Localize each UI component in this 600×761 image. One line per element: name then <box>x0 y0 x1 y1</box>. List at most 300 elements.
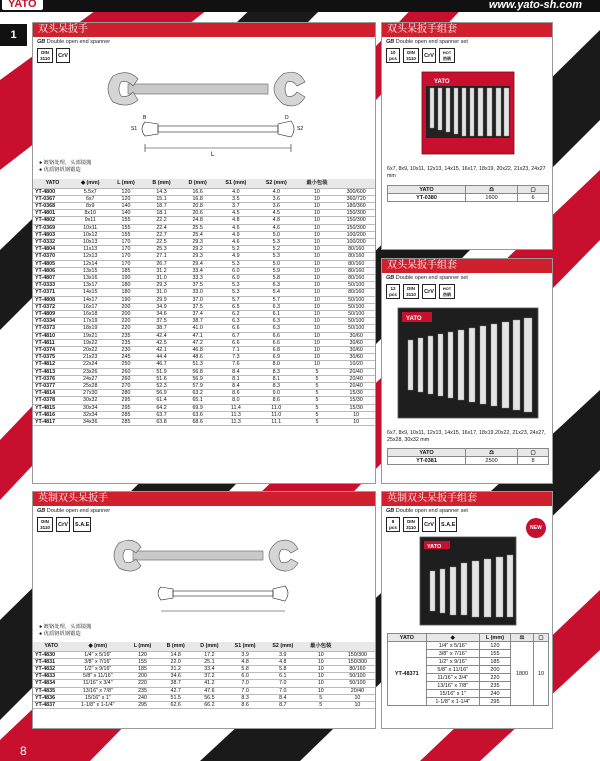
table-cell: 30x32 <box>72 397 109 404</box>
table-cell: 4.5 <box>256 210 296 217</box>
table-row <box>33 318 375 325</box>
dimension-drawing <box>142 121 294 152</box>
table-cell: 51.9 <box>143 368 179 375</box>
table-cell: 5.5x7 <box>72 188 109 195</box>
table-cell: 280 <box>108 390 143 397</box>
table-cell: 6.6 <box>216 339 256 346</box>
table-cell: 200 <box>479 666 510 674</box>
pouch-brand: YATO <box>406 316 422 322</box>
table-cell: 1/2" x 9/16" <box>426 658 479 666</box>
pack-value: 10 <box>534 642 549 706</box>
table-cell: 8.7 <box>264 701 302 708</box>
table-cell: YT-4810 <box>33 332 72 339</box>
table-cell: 6x7 <box>72 195 109 202</box>
table-cell: 15/30 <box>337 404 375 411</box>
weight-value: 1600 <box>465 194 517 202</box>
table-cell: YT-0369 <box>33 224 72 231</box>
table-cell: 250 <box>108 361 143 368</box>
panel-subtitle <box>33 506 375 516</box>
set-table <box>387 448 549 465</box>
table-cell: 6.2 <box>216 310 256 317</box>
crv-badge: CrV <box>56 48 70 63</box>
table-cell: 31.0 <box>143 274 179 281</box>
table-cell: 18x19 <box>72 325 109 332</box>
table-cell: YT-4808 <box>33 296 72 303</box>
table-cell: 23x26 <box>72 368 109 375</box>
table-cell: 3.5 <box>216 195 256 202</box>
table-row <box>33 325 375 332</box>
table-cell: 10 <box>296 231 337 238</box>
sae-badge: S.A.E <box>73 517 91 532</box>
table-cell: 5.2 <box>256 246 296 253</box>
table-cell: 6.0 <box>216 274 256 281</box>
table-cell: 33.0 <box>180 289 216 296</box>
table-cell: 260 <box>108 375 143 382</box>
pcs-badge: 10 pcs <box>386 48 400 63</box>
table-cell: 5.3 <box>216 282 256 289</box>
table-cell: 10 <box>296 346 337 353</box>
table-cell: 155 <box>126 658 159 665</box>
table-cell: 63.6 <box>180 411 216 418</box>
table-cell: 29.3 <box>143 282 179 289</box>
table-cell: 46.8 <box>180 346 216 353</box>
table-cell: YT-4811 <box>33 339 72 346</box>
table-cell: YT-4800 <box>33 188 72 195</box>
table-cell: 31.2 <box>143 267 179 274</box>
table-cell: 47.6 <box>193 687 227 694</box>
crv-badge: CrV <box>422 48 436 63</box>
table-cell: 20x22 <box>72 346 109 353</box>
table-cell: 30x34 <box>72 404 109 411</box>
table-cell: 10 <box>302 673 340 680</box>
table-cell: 37.5 <box>143 318 179 325</box>
weight-icon: ⚖ <box>465 186 517 194</box>
table-cell: 5 <box>296 397 337 404</box>
table-cell: 100/200 <box>337 231 375 238</box>
table-cell: 245 <box>108 354 143 361</box>
subtitle-text: Double open end spanner set <box>395 275 468 281</box>
table-cell: 10x11 <box>72 224 109 231</box>
panel-subtitle <box>382 506 552 516</box>
table-cell: 6.9 <box>256 354 296 361</box>
table-cell: 8.1 <box>216 375 256 382</box>
table-cell: 5.3 <box>216 260 256 267</box>
table-cell: 50/100 <box>337 282 375 289</box>
table-cell: 10 <box>340 701 375 708</box>
table-cell: 42.7 <box>159 687 193 694</box>
table-cell: 4.8 <box>216 217 256 224</box>
table-cell: 50/100 <box>337 325 375 332</box>
table-cell: 48.6 <box>180 354 216 361</box>
table-row <box>33 419 375 426</box>
table-cell: YT-0332 <box>33 238 72 245</box>
table-cell: 16.6 <box>180 188 216 195</box>
table-cell: 11.0 <box>256 411 296 418</box>
table-cell: 150/300 <box>337 217 375 224</box>
table-row <box>33 346 375 353</box>
table-row <box>33 665 375 672</box>
table-cell: 7.0 <box>264 680 302 687</box>
table-cell: YT-4830 <box>33 651 69 658</box>
table-cell: 4.8 <box>256 217 296 224</box>
set-sizes: 6x7, 8x9, 10x11, 12x13, 14x15, 16x17, 18x19, 20x22, 21x23, 24x27 mm <box>387 166 546 179</box>
table-cell: 5.9 <box>256 267 296 274</box>
table-row <box>33 210 375 217</box>
table-cell: 22x24 <box>72 361 109 368</box>
table-cell: 10 <box>340 694 375 701</box>
table-cell: 80/160 <box>337 253 375 260</box>
table-cell: 20.8 <box>180 202 216 209</box>
table-cell: 16x18 <box>72 310 109 317</box>
table-cell: 20/40 <box>337 375 375 382</box>
table-row <box>33 260 375 267</box>
top-bar <box>0 0 600 12</box>
pcs-badge: 12 pcs <box>386 284 400 299</box>
table-header-row <box>33 642 375 651</box>
table-cell: 31.0 <box>143 289 179 296</box>
table-cell: 5.8 <box>226 665 264 672</box>
dim-label-s2: S2 <box>297 126 304 132</box>
table-cell: 270 <box>108 382 143 389</box>
table-cell: 5/8" x 11/16" <box>426 666 479 674</box>
table-cell: 14.8 <box>159 651 193 658</box>
table-cell: 170 <box>108 260 143 267</box>
col-header: S1 (mm) <box>226 642 264 651</box>
table-cell: 61.4 <box>143 397 179 404</box>
table-cell: 6.3 <box>256 325 296 332</box>
table-cell: 20/40 <box>340 687 375 694</box>
col-header: 最小包装 <box>302 642 340 651</box>
table-cell: 20/40 <box>337 368 375 375</box>
standard-label: GB <box>37 508 46 514</box>
col-header: ◆ (mm) <box>72 179 109 188</box>
table-cell: 47.2 <box>180 339 216 346</box>
table-cell: 190 <box>108 296 143 303</box>
table-cell: YT-0370 <box>33 253 72 260</box>
table-cell: 32x34 <box>72 411 109 418</box>
spanner-set-photo <box>382 64 554 164</box>
table-cell: 5 <box>302 694 340 701</box>
table-cell: 10 <box>296 253 337 260</box>
table-cell: 30/60 <box>337 346 375 353</box>
table-cell: 37.5 <box>180 282 216 289</box>
table-cell: 10 <box>296 246 337 253</box>
table-cell: 10 <box>296 318 337 325</box>
table-cell: 8.4 <box>216 382 256 389</box>
table-cell: 25.1 <box>193 658 227 665</box>
table-cell: 21x23 <box>72 354 109 361</box>
table-cell: 34.6 <box>159 673 193 680</box>
table-cell: 10 <box>296 354 337 361</box>
table-cell: 50/100 <box>337 296 375 303</box>
set-sizes: 6x7, 8x9, 10x11, 12x13, 14x15, 16x17, 18x19,20x22, 21x23, 24x27, 25x28, 30x32 mm <box>387 430 546 443</box>
panel-set-10pcs <box>381 22 553 250</box>
dim-label-b: B <box>143 115 147 121</box>
table-cell: 3.7 <box>216 202 256 209</box>
table-cell: 10 <box>296 303 337 310</box>
table-cell: YT-4801 <box>33 210 72 217</box>
table-cell: 6.1 <box>264 673 302 680</box>
table-cell: 285 <box>108 419 143 426</box>
table-row <box>33 231 375 238</box>
table-cell: 13/16" x 7/8" <box>69 687 126 694</box>
table-cell: YT-4805 <box>33 260 72 267</box>
table-cell: 140 <box>108 202 143 209</box>
table-row <box>33 339 375 346</box>
table-cell: 5 <box>296 382 337 389</box>
table-cell: 10 <box>296 282 337 289</box>
table-cell: 8.4 <box>216 368 256 375</box>
table-cell: 220 <box>479 674 510 682</box>
table-cell: 11.3 <box>216 411 256 418</box>
table-cell: 155 <box>108 231 143 238</box>
table-cell: 10 <box>296 332 337 339</box>
table-row <box>33 217 375 224</box>
table-cell: YT-4804 <box>33 246 72 253</box>
col-header: B (mm) <box>159 642 193 651</box>
table-cell: 5.8 <box>264 665 302 672</box>
table-cell: 1/4" x 5/16" <box>426 642 479 650</box>
table-cell: 24x27 <box>72 375 109 382</box>
table-cell: 1/2" x 9/16" <box>69 665 126 672</box>
table-row <box>33 375 375 382</box>
spanner-illustration <box>33 64 377 159</box>
table-cell: 10 <box>296 296 337 303</box>
crv-badge: CrV <box>56 517 70 532</box>
table-cell: 155 <box>108 224 143 231</box>
table-cell: YT-4836 <box>33 694 69 701</box>
panel-set-12pcs <box>381 258 553 484</box>
table-cell: 80/160 <box>340 665 375 672</box>
table-row <box>33 188 375 195</box>
table-cell: 17x19 <box>72 318 109 325</box>
table-cell: 185 <box>108 267 143 274</box>
standard-label: GB <box>386 275 395 281</box>
table-cell: 24.8 <box>180 217 216 224</box>
table-cell: 6.6 <box>256 339 296 346</box>
set-table <box>387 633 549 706</box>
table-cell: 14.3 <box>143 188 179 195</box>
table-header-row <box>388 186 549 194</box>
table-cell: 17.2 <box>193 651 227 658</box>
table-cell: 41.2 <box>193 680 227 687</box>
table-cell: 31.2 <box>159 665 193 672</box>
table-row <box>33 658 375 665</box>
table-cell: YT-0377 <box>33 382 72 389</box>
table-cell: 10 <box>337 411 375 418</box>
table-row <box>33 296 375 303</box>
table-cell: YT-0376 <box>33 375 72 382</box>
weight-icon: ⚖ <box>465 449 517 457</box>
table-cell: 6.7 <box>216 332 256 339</box>
panel-sae-set <box>381 491 553 729</box>
table-cell: 20.6 <box>180 210 216 217</box>
table-cell: 7.6 <box>216 361 256 368</box>
table-cell: 11.4 <box>216 404 256 411</box>
table-cell: 5/8" x 11/16" <box>69 673 126 680</box>
standard-label: GB <box>37 39 46 45</box>
table-cell: 235 <box>108 339 143 346</box>
table-cell: 10 <box>296 310 337 317</box>
table-cell: 25.4 <box>180 231 216 238</box>
table-cell: 6.8 <box>256 346 296 353</box>
table-header-row <box>388 449 549 457</box>
table-row <box>33 354 375 361</box>
table-row <box>33 404 375 411</box>
table-cell: 150/300 <box>337 210 375 217</box>
table-cell: YT-0334 <box>33 318 72 325</box>
table-cell: 29.4 <box>180 260 216 267</box>
note-item: ● 优质铬钒钢锻造 <box>39 631 81 637</box>
spec-table <box>33 179 375 426</box>
table-cell: 5.3 <box>216 289 256 296</box>
table-cell: 33.3 <box>180 274 216 281</box>
panel-subtitle <box>33 37 375 47</box>
table-cell: 37.0 <box>180 296 216 303</box>
table-cell: 4.8 <box>264 658 302 665</box>
note-item: ● 镀铬处理，头部镜抛 <box>39 624 92 630</box>
spanner-set-photo <box>382 533 554 631</box>
table-cell: 42.5 <box>143 339 179 346</box>
table-cell: 29.3 <box>180 253 216 260</box>
table-cell: YT-0333 <box>33 282 72 289</box>
table-row <box>33 224 375 231</box>
table-cell: 65.1 <box>180 397 216 404</box>
table-row <box>33 411 375 418</box>
table-cell: 22.7 <box>143 231 179 238</box>
table-cell: 9.0 <box>256 390 296 397</box>
table-cell: 10 <box>337 419 375 426</box>
table-cell: 6.3 <box>256 318 296 325</box>
table-cell: 25.3 <box>143 246 179 253</box>
panel-subtitle <box>382 273 552 283</box>
table-cell: 51.5 <box>159 694 193 701</box>
table-cell: YT-4831 <box>33 658 69 665</box>
table-cell: 3.9 <box>264 651 302 658</box>
table-cell: 240 <box>126 694 159 701</box>
table-cell: 18.1 <box>143 210 179 217</box>
table-row <box>33 282 375 289</box>
table-row <box>33 267 375 274</box>
table-cell: 13x15 <box>72 267 109 274</box>
table-cell: 8x9 <box>72 202 109 209</box>
table-cell: 5.7 <box>256 296 296 303</box>
page-number: 8 <box>20 744 27 758</box>
table-row <box>33 289 375 296</box>
table-cell: YT-4807 <box>33 274 72 281</box>
table-cell: 6.0 <box>216 267 256 274</box>
table-cell: 180 <box>108 289 143 296</box>
table-cell: 22.2 <box>143 217 179 224</box>
table-row <box>33 397 375 404</box>
product-code: YT-0380 <box>388 194 466 202</box>
table-cell: 120 <box>479 642 510 650</box>
table-cell: 220 <box>126 680 159 687</box>
table-cell: 8.6 <box>226 701 264 708</box>
table-cell: 8.0 <box>216 397 256 404</box>
table-cell: YT-4802 <box>33 217 72 224</box>
spanner-illustration <box>33 533 377 623</box>
table-row <box>33 246 375 253</box>
table-cell: YT-0375 <box>33 354 72 361</box>
table-cell: 37.2 <box>193 673 227 680</box>
panel-title: 英制双头呆扳手组套 <box>382 492 552 506</box>
col-header: S2 (mm) <box>256 179 296 188</box>
table-cell: 5.2 <box>216 246 256 253</box>
table-cell: YT-0371 <box>33 289 72 296</box>
table-cell: 5.0 <box>256 260 296 267</box>
subtitle-text: Double open end spanner set <box>395 508 468 514</box>
table-cell: 295 <box>108 397 143 404</box>
table-cell: 52.3 <box>143 382 179 389</box>
table-cell: 41.0 <box>180 325 216 332</box>
table-cell: 56.5 <box>193 694 227 701</box>
table-cell: 12x14 <box>72 260 109 267</box>
table-cell: 10 <box>296 339 337 346</box>
table-cell: 34.6 <box>143 310 179 317</box>
new-badge: NEW <box>526 518 546 538</box>
table-header-row <box>33 179 375 188</box>
table-cell: 34.9 <box>143 303 179 310</box>
table-row <box>33 253 375 260</box>
col-header: S1 (mm) <box>216 179 256 188</box>
table-cell: 4.8 <box>226 658 264 665</box>
table-cell: 15/30 <box>337 390 375 397</box>
table-row <box>33 303 375 310</box>
box-icon: ▢ <box>518 449 549 457</box>
table-cell: 5 <box>296 411 337 418</box>
col-header: YATO <box>388 634 427 642</box>
table-cell: 16x17 <box>72 303 109 310</box>
table-cell: 120 <box>108 195 143 202</box>
table-cell: 11.0 <box>256 404 296 411</box>
table-cell: YT-4835 <box>33 687 69 694</box>
table-cell: 50/100 <box>337 303 375 310</box>
col-header <box>340 642 375 651</box>
table-cell: YT-4813 <box>33 368 72 375</box>
table-row <box>33 368 375 375</box>
dim-label-s1: S1 <box>131 126 138 132</box>
table-cell: YT-0378 <box>33 397 72 404</box>
table-cell: 155 <box>108 217 143 224</box>
table-cell: 10 <box>302 680 340 687</box>
table-cell: 120 <box>126 651 159 658</box>
table-cell: 200 <box>108 310 143 317</box>
table-cell: 7.0 <box>264 687 302 694</box>
table-cell: 230 <box>108 346 143 353</box>
table-cell: 50/100 <box>337 318 375 325</box>
table-cell: 46.7 <box>143 361 179 368</box>
dimension-drawing <box>158 586 288 611</box>
table-cell: 15.1 <box>143 195 179 202</box>
table-cell: 10 <box>296 260 337 267</box>
table-row <box>33 361 375 368</box>
table-cell: 360/720 <box>337 195 375 202</box>
panel-title: 双头呆扳手组套 <box>382 23 552 37</box>
table-cell: 6.3 <box>216 318 256 325</box>
table-cell: 8.3 <box>256 368 296 375</box>
table-cell: YT-4803 <box>33 231 72 238</box>
table-row <box>33 390 375 397</box>
table-row <box>33 680 375 687</box>
table-cell: 3/8" x 7/16" <box>69 658 126 665</box>
set-table <box>387 185 549 202</box>
table-cell: 37.5 <box>180 303 216 310</box>
table-cell: YT-4806 <box>33 267 72 274</box>
table-cell: 11x13 <box>72 246 109 253</box>
crv-badge: CrV <box>422 517 436 532</box>
table-cell: 10x13 <box>72 238 109 245</box>
